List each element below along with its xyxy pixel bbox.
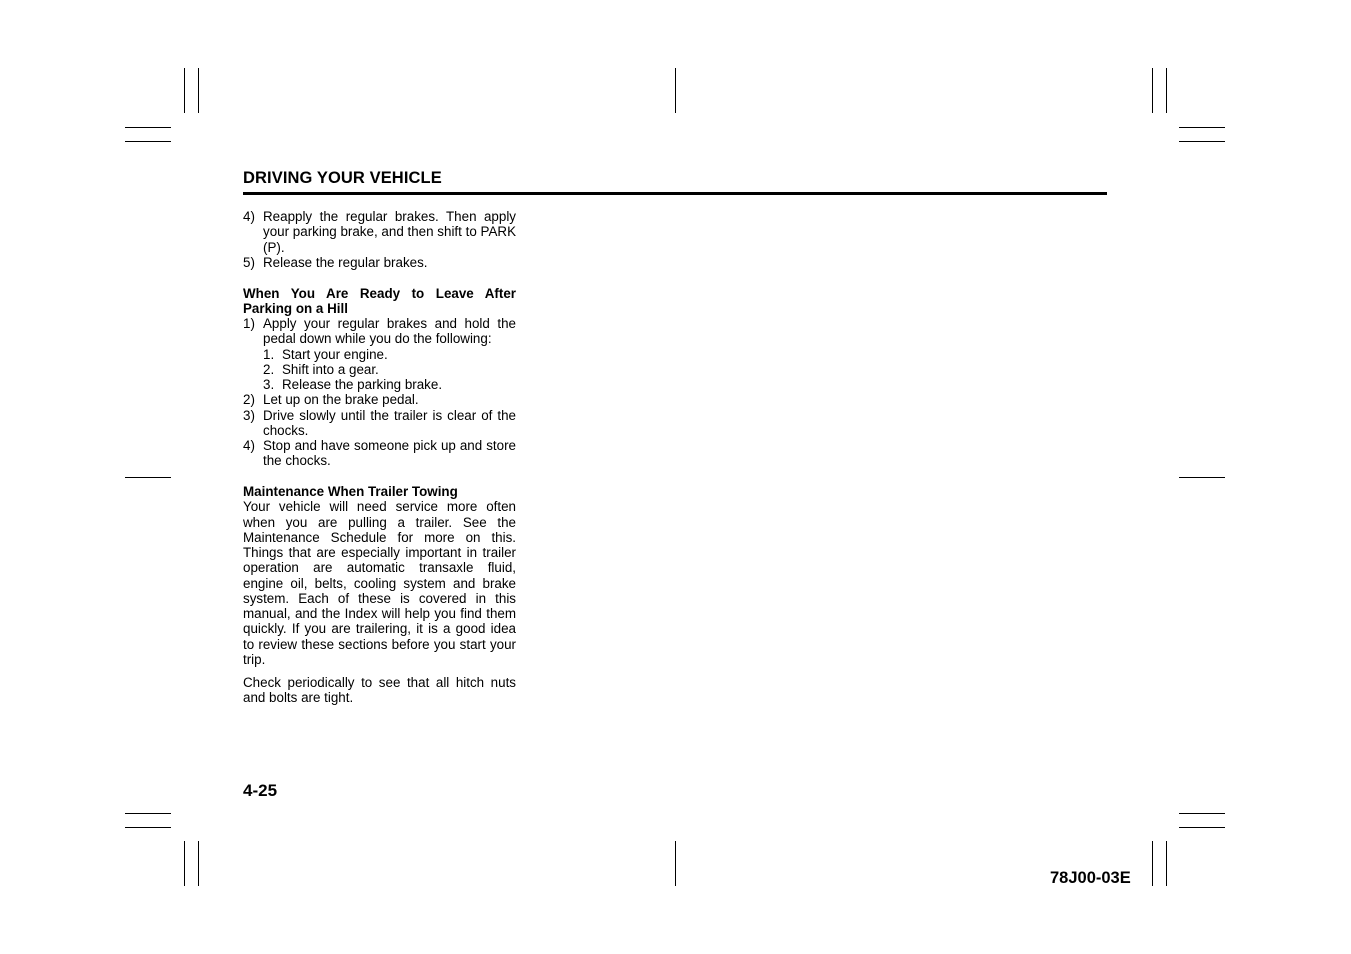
step-text: Apply your regular brakes and hold the pedal down while you do the following: xyxy=(263,316,516,347)
header-rule xyxy=(243,192,1107,195)
step-number: 3) xyxy=(243,407,255,423)
list-item xyxy=(243,438,516,469)
substep-text: Release the parking brake. xyxy=(282,377,443,392)
step-number: 4) xyxy=(243,438,255,453)
step-text: Drive slowly until the trailer is clear of the chocks. xyxy=(263,407,516,438)
crop-mark xyxy=(675,68,676,113)
maintenance-heading: Maintenance When Trailer Towing xyxy=(243,484,458,499)
sub-list-item xyxy=(243,347,516,362)
crop-mark xyxy=(198,841,199,886)
step-text: Release the regular brakes. xyxy=(263,254,428,270)
crop-mark xyxy=(1179,127,1225,128)
sub-list-item xyxy=(243,362,516,377)
crop-mark xyxy=(1179,827,1225,828)
maintenance-paragraph: Your vehicle will need service more often when you are pulling a trailer. See the Maintenance Schedule for more on this. Things that are especially important in trailer operation are automatic transaxle fluid, engine oil, belts, cooling system and brake system. Each of these is covered in this manual, and the Index will help you find them quickly. If you are trailering, it is a good idea to review these sections before you start your trip. xyxy=(243,499,516,667)
section-header: DRIVING YOUR VEHICLE xyxy=(243,169,442,187)
sub-list-item xyxy=(243,377,516,392)
step-number: 1) xyxy=(243,316,255,331)
step-text: Let up on the brake pedal. xyxy=(263,392,419,408)
step-number: 5) xyxy=(243,254,255,270)
page-number: 4-25 xyxy=(243,781,278,800)
list-item xyxy=(243,392,516,407)
step-text: Reapply the regular brakes. Then apply your parking brake, and then shift to PARK (P). xyxy=(263,209,516,255)
crop-mark xyxy=(125,127,171,128)
substep-number: 2. xyxy=(263,361,275,377)
crop-mark xyxy=(198,68,199,113)
list-item xyxy=(243,255,516,270)
substep-number: 1. xyxy=(263,346,275,362)
step-text: Stop and have someone pick up and store the chocks. xyxy=(263,438,516,469)
text-column xyxy=(243,209,516,706)
crop-mark xyxy=(1179,141,1225,142)
crop-mark xyxy=(125,827,171,828)
step-number: 2) xyxy=(243,392,255,408)
crop-mark xyxy=(1152,68,1153,113)
crop-mark xyxy=(184,841,185,886)
document-code: 78J00-03E xyxy=(1050,869,1131,887)
crop-mark xyxy=(675,841,676,886)
crop-mark xyxy=(1166,68,1167,113)
crop-mark xyxy=(125,141,171,142)
list-item xyxy=(243,316,516,347)
crop-mark xyxy=(1179,477,1225,478)
crop-mark xyxy=(1179,813,1225,814)
list-item xyxy=(243,209,516,255)
hitch-check-paragraph: Check periodically to see that all hitch nuts and bolts are tight. xyxy=(243,675,516,706)
crop-mark xyxy=(1166,841,1167,886)
crop-mark xyxy=(125,477,171,478)
hill-heading: When You Are Ready to Leave After Parking on a Hill xyxy=(243,285,516,316)
substep-text: Shift into a gear. xyxy=(282,361,379,377)
list-item xyxy=(243,408,516,439)
crop-mark xyxy=(125,813,171,814)
substep-number: 3. xyxy=(263,377,275,392)
crop-mark xyxy=(184,68,185,113)
crop-mark xyxy=(1152,841,1153,886)
substep-text: Start your engine. xyxy=(282,346,388,362)
step-number: 4) xyxy=(243,209,255,224)
